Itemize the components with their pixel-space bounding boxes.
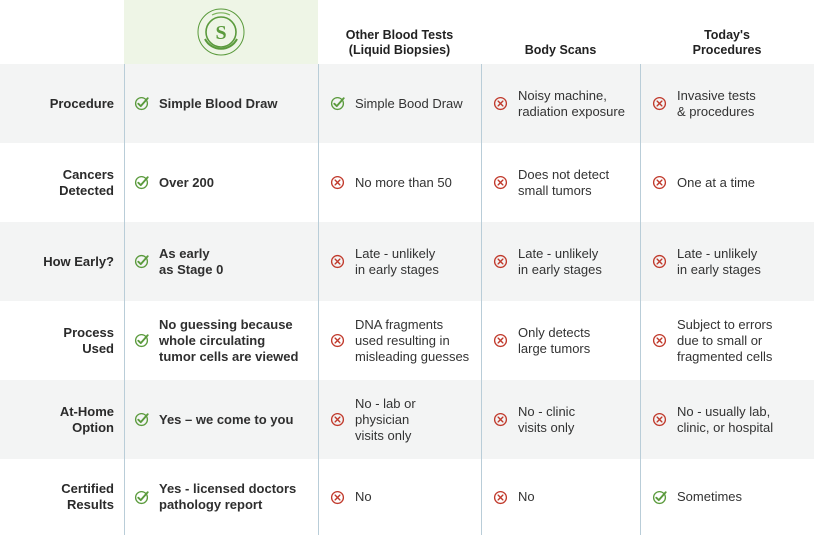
cell-text: Does not detect small tumors — [518, 166, 610, 198]
x-circle-icon — [652, 412, 667, 427]
column-divider — [481, 64, 482, 535]
cell-text: As early as Stage 0 — [159, 245, 224, 277]
svg-text:S: S — [215, 22, 227, 44]
check-circle-icon — [134, 175, 149, 190]
table-cell-body-scans — [481, 64, 640, 143]
row-label — [0, 64, 124, 143]
cell-text: Late - unlikely in early stages — [355, 245, 439, 277]
table-cell-testing-shop — [124, 222, 318, 301]
cell-text: Noisy machine, radiation exposure — [518, 87, 625, 119]
cell-text: Invasive tests & procedures — [677, 87, 756, 119]
cell-text: DNA fragments used resulting in misleading guesses — [355, 316, 470, 364]
cell-text: Yes - licensed doctors pathology report — [159, 481, 297, 512]
cell-text: No — [355, 489, 372, 504]
column-divider — [124, 64, 125, 535]
check-circle-icon — [652, 490, 667, 505]
row-label — [0, 301, 124, 380]
check-circle-icon — [330, 96, 345, 111]
table-cell-todays-procedures — [640, 380, 814, 459]
table-cell-testing-shop — [124, 459, 318, 535]
table-cell-testing-shop — [124, 380, 318, 459]
table-cell-body-scans — [481, 222, 640, 301]
check-circle-icon — [134, 254, 149, 269]
cell-text: No - lab or physician visits only — [355, 395, 416, 443]
row-label-text: Certified Results — [61, 481, 114, 512]
table-cell-todays-procedures — [640, 222, 814, 301]
table-cell-testing-shop — [124, 64, 318, 143]
table-cell-other-blood-tests — [318, 459, 481, 535]
x-circle-icon — [330, 175, 345, 190]
table-cell-todays-procedures — [640, 143, 814, 222]
check-circle-icon — [134, 96, 149, 111]
x-circle-icon — [493, 333, 508, 348]
row-label-text: Procedure — [49, 95, 114, 111]
table-cell-testing-shop — [124, 301, 318, 380]
header-other-blood-tests: Other Blood Tests (Liquid Biopsies) — [345, 28, 454, 57]
cell-text: Yes – we come to you — [159, 411, 294, 427]
row-label — [0, 143, 124, 222]
x-circle-icon — [330, 333, 345, 348]
cell-text: Simple Blood Draw — [159, 95, 278, 111]
row-label — [0, 222, 124, 301]
table-cell-other-blood-tests — [318, 301, 481, 380]
x-circle-icon — [493, 490, 508, 505]
row-label — [0, 380, 124, 459]
x-circle-icon — [330, 254, 345, 269]
x-circle-icon — [493, 96, 508, 111]
check-circle-icon — [134, 333, 149, 348]
x-circle-icon — [652, 254, 667, 269]
table-cell-body-scans — [481, 459, 640, 535]
header-todays-procedures: Today's Procedures — [692, 28, 762, 57]
cell-text: Late - unlikely in early stages — [518, 245, 602, 277]
cell-text: Over 200 — [159, 174, 214, 190]
table-cell-todays-procedures — [640, 64, 814, 143]
cell-text: No - clinic visits only — [518, 403, 576, 435]
x-circle-icon — [493, 175, 508, 190]
cell-text: Subject to errors due to small or fragmented cells — [677, 316, 773, 364]
table-cell-body-scans — [481, 143, 640, 222]
cell-text: Only detects large tumors — [518, 324, 591, 356]
x-circle-icon — [652, 96, 667, 111]
cell-text: No — [518, 489, 535, 504]
x-circle-icon — [652, 175, 667, 190]
header-body-scans: Body Scans — [524, 43, 597, 57]
check-circle-icon — [134, 412, 149, 427]
row-label — [0, 459, 124, 535]
cell-text: Sometimes — [677, 489, 743, 504]
x-circle-icon — [493, 412, 508, 427]
row-label-text: Cancers Detected — [59, 166, 114, 198]
cell-text: No - usually lab, clinic, or hospital — [677, 403, 774, 435]
row-label-text: Process Used — [63, 324, 114, 356]
table-cell-todays-procedures — [640, 459, 814, 535]
table-cell-other-blood-tests — [318, 380, 481, 459]
x-circle-icon — [330, 490, 345, 505]
cell-text: No guessing because whole circulating tumor cells are viewed — [159, 316, 299, 364]
cell-text: Simple Bood Draw — [355, 95, 463, 111]
cell-text: Late - unlikely in early stages — [677, 245, 761, 277]
header-brand — [124, 0, 318, 64]
row-label-text: At-Home Option — [59, 403, 114, 435]
table-cell-body-scans — [481, 301, 640, 380]
row-label-text: How Early? — [43, 253, 114, 269]
table-cell-todays-procedures — [640, 301, 814, 380]
table-cell-other-blood-tests — [318, 64, 481, 143]
table-cell-other-blood-tests — [318, 143, 481, 222]
x-circle-icon — [330, 412, 345, 427]
header-corner — [0, 0, 124, 64]
testing-shop-logo — [196, 7, 246, 57]
x-circle-icon — [652, 333, 667, 348]
table-cell-other-blood-tests — [318, 222, 481, 301]
table-cell-body-scans — [481, 380, 640, 459]
check-circle-icon — [134, 490, 149, 505]
table-cell-testing-shop — [124, 143, 318, 222]
cell-text: No more than 50 — [355, 174, 452, 190]
x-circle-icon — [493, 254, 508, 269]
column-divider — [318, 64, 319, 535]
column-divider — [640, 64, 641, 535]
cell-text: One at a time — [677, 174, 756, 190]
